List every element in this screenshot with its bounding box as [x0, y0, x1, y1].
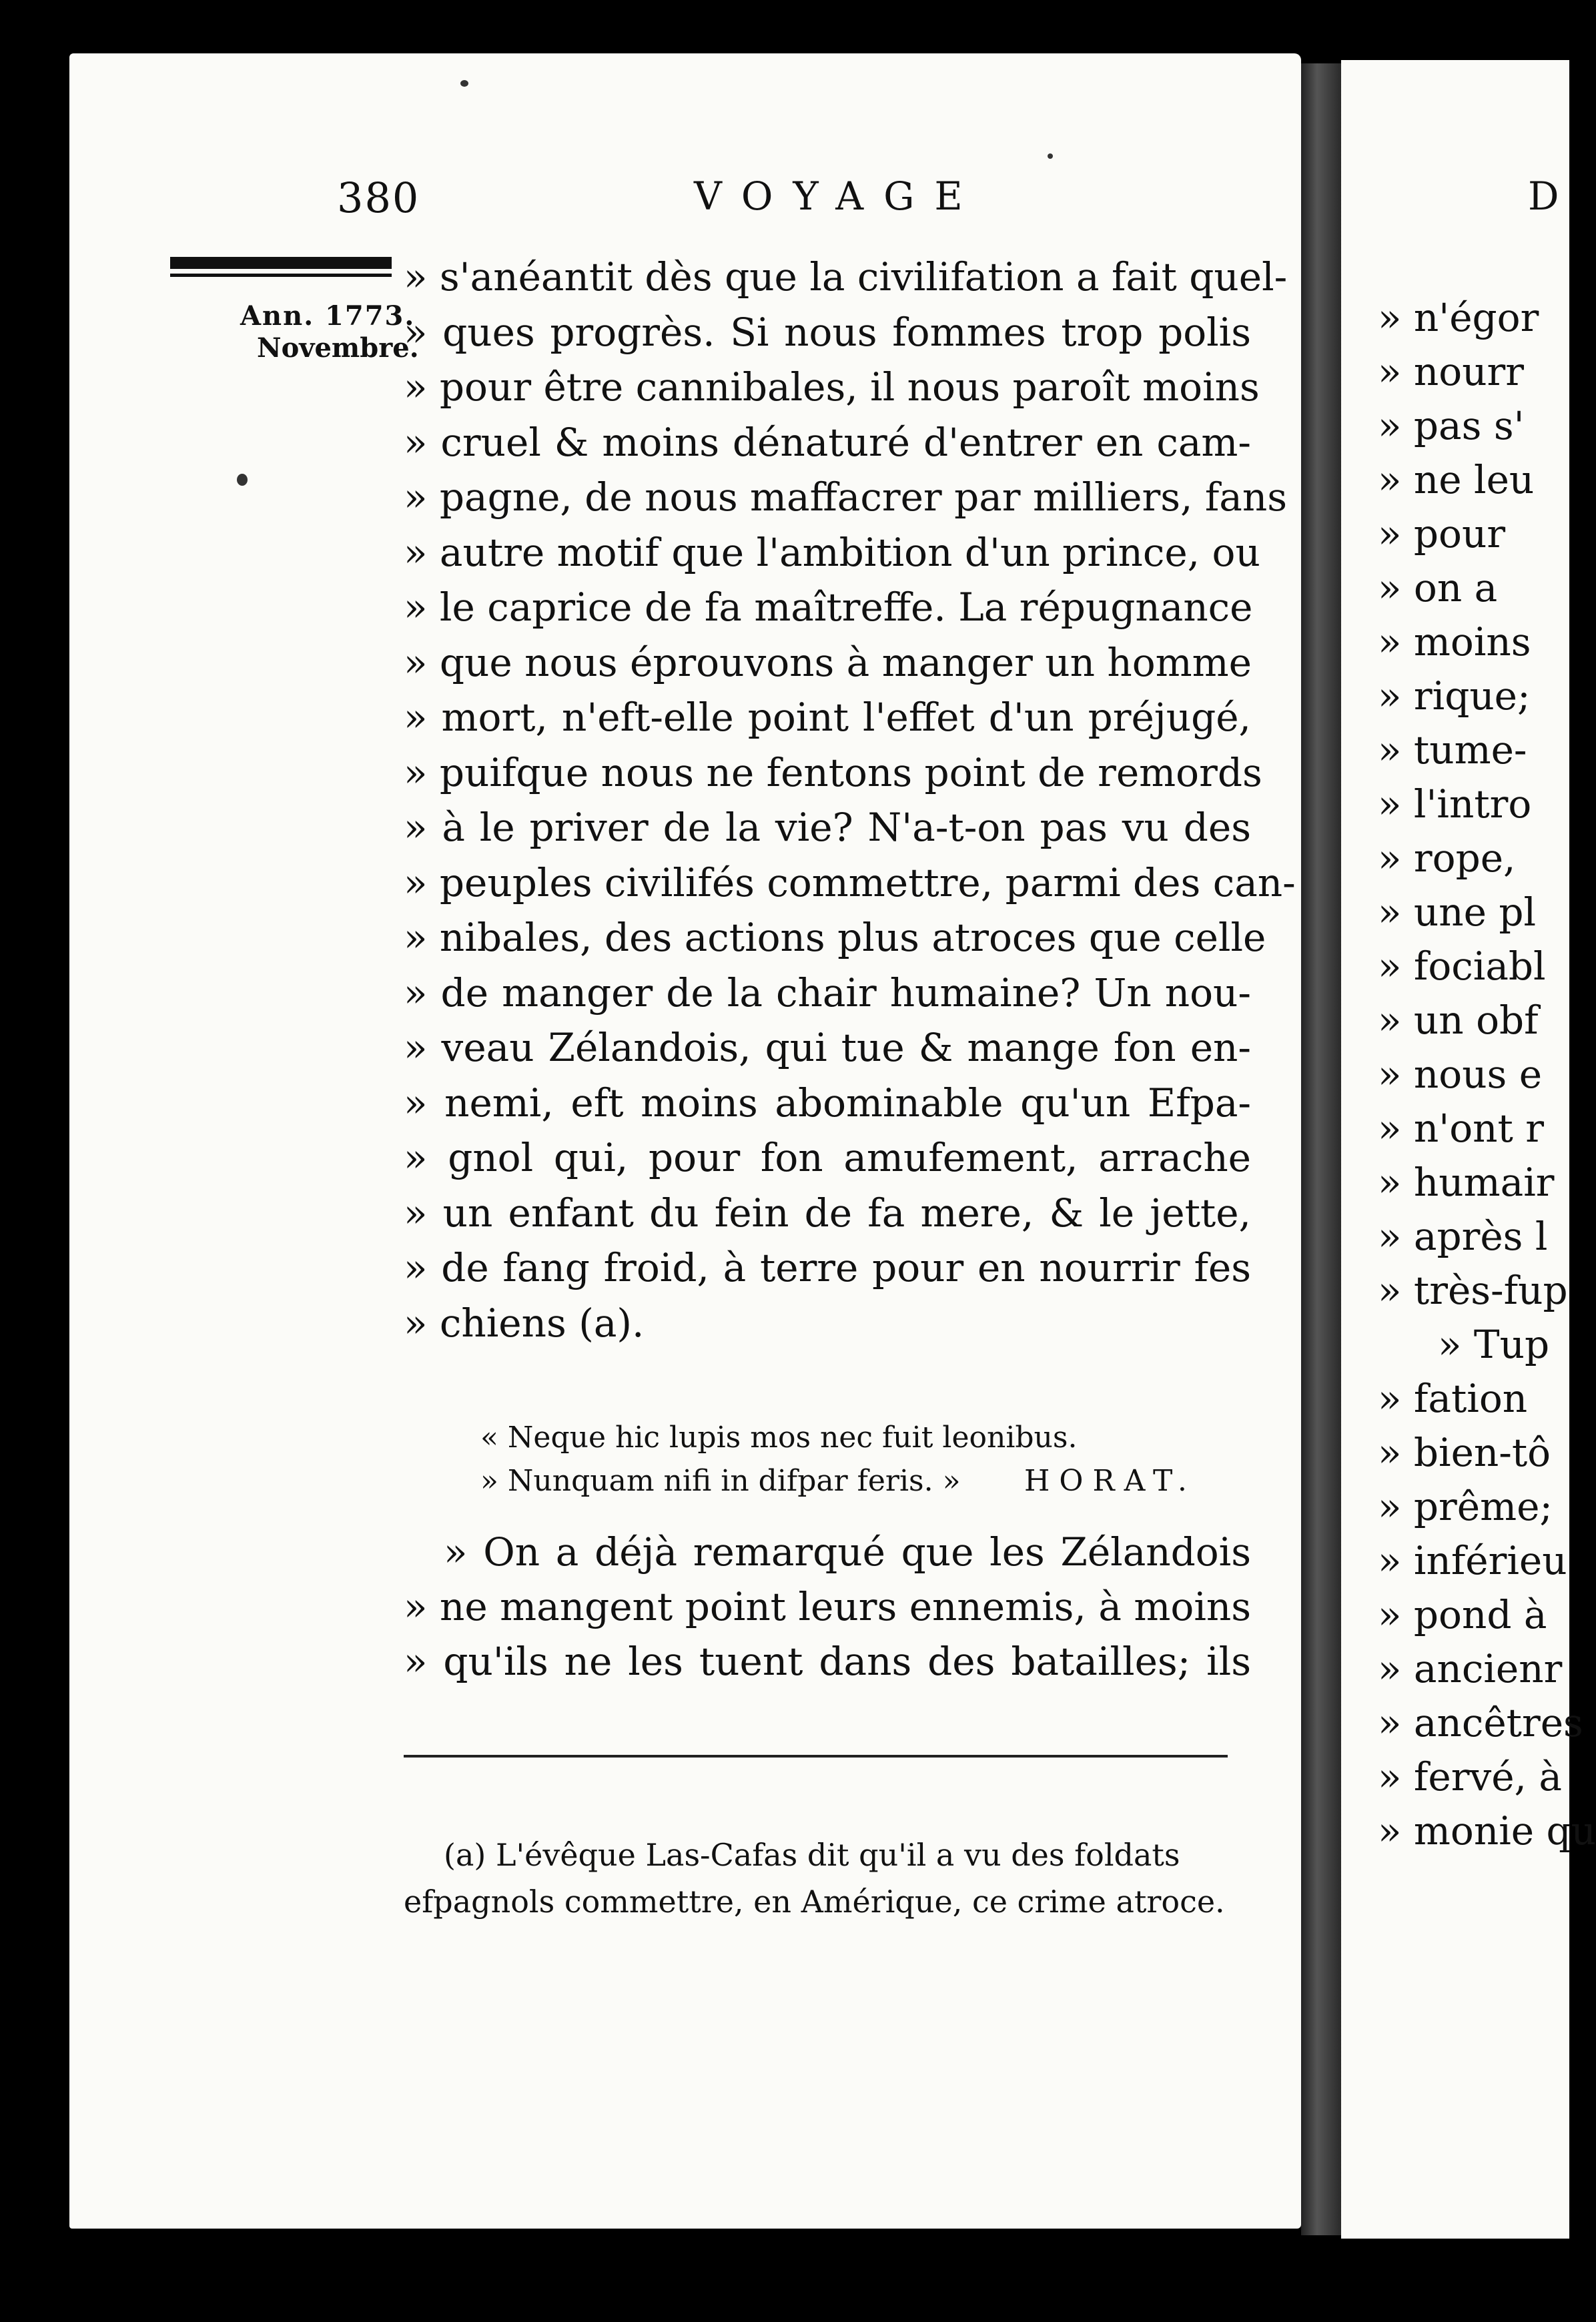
text-line: » cruel & moins dénaturé d'entrer en cam- — [404, 419, 1251, 465]
right-page-line: » pour — [1378, 511, 1506, 556]
right-page-line: » fation — [1378, 1376, 1528, 1421]
right-page-line: » nous e — [1378, 1052, 1543, 1097]
text-line: » puifque nous ne fentons point de remords — [404, 749, 1262, 795]
text-line: » mort, n'eft-elle point l'effet d'un préjugé, — [404, 695, 1251, 740]
right-page-line: » une pl — [1378, 889, 1537, 935]
right-page-line: » nourr — [1378, 349, 1525, 394]
text-line: » veau Zélandois, qui tue & mange fon en- — [404, 1025, 1251, 1070]
right-page-line: » rique; — [1378, 673, 1531, 719]
quote-line-1: « Neque hic lupis mos nec fuit leonibus. — [480, 1421, 1078, 1455]
text-line: » autre motif que l'ambition d'un prince, ou — [404, 529, 1260, 575]
book-gutter — [1301, 63, 1341, 2235]
text-line: » pour être cannibales, il nous paroît moins — [404, 364, 1260, 410]
footnote-rule — [404, 1755, 1228, 1758]
text-line: » ques progrès. Si nous fommes trop polis — [404, 309, 1251, 355]
scan-speck — [237, 474, 248, 486]
right-page-line: » n'ont r — [1378, 1106, 1544, 1151]
right-page-line: » moins — [1378, 619, 1531, 665]
text-line: » que nous éprouvons à manger un homme — [404, 639, 1252, 685]
right-page-line: » très-fup — [1378, 1268, 1568, 1313]
text-line: » nibales, des actions plus atroces que celle — [404, 915, 1266, 960]
page-number: 380 — [337, 173, 420, 222]
running-title: VOYAGE — [694, 173, 983, 219]
right-page-line: » prême; — [1378, 1484, 1553, 1529]
right-page-line: » après l — [1378, 1214, 1548, 1259]
right-page-line: » n'égor — [1378, 295, 1539, 340]
right-page-line: » l'intro — [1378, 781, 1532, 827]
right-page-line: » pond à — [1378, 1592, 1547, 1637]
text-line: » de fang froid, à terre pour en nourrir fes — [404, 1245, 1251, 1290]
text-line: » gnol qui, pour fon amufement, arrache — [404, 1135, 1251, 1180]
right-page-line: » fervé, à — [1378, 1754, 1562, 1800]
margin-note-year: Ann. 1773. — [240, 300, 416, 332]
margin-rule — [170, 257, 392, 269]
right-page-line: » pas s' — [1378, 403, 1525, 448]
text-line: » s'anéantit dès que la civilifation a fait quel- — [404, 254, 1288, 300]
footnote-line-2: efpagnols commettre, en Amérique, ce crime atroce. — [404, 1884, 1225, 1920]
text-line: » un enfant du fein de fa mere, & le jette, — [404, 1190, 1251, 1236]
quote-line-2: » Nunquam nifi in difpar feris. » — [480, 1464, 961, 1498]
text-line: » ne mangent point leurs ennemis, à moins — [404, 1584, 1251, 1629]
text-line: » On a déjà remarqué que les Zélandois — [444, 1529, 1251, 1575]
margin-note-month: Novembre. — [257, 332, 419, 364]
quote-author: HORAT. — [1024, 1464, 1196, 1498]
text-line: » chiens (a). — [404, 1300, 645, 1346]
right-page-line: » monie qu — [1378, 1808, 1596, 1854]
right-page-line: » ne leu — [1378, 457, 1535, 502]
text-line: » de manger de la chair humaine? Un nou- — [404, 970, 1251, 1016]
margin-rule-thin — [170, 274, 392, 277]
text-line: » nemi, eft moins abominable qu'un Efpa- — [404, 1080, 1251, 1126]
text-line: » qu'ils ne les tuent dans des batailles; ils — [404, 1639, 1251, 1684]
text-line: » peuples civilifés commettre, parmi des can- — [404, 859, 1296, 905]
text-line: » le caprice de fa maîtreffe. La répugnance — [404, 585, 1253, 630]
right-page-line: » un obf — [1378, 998, 1539, 1043]
right-page-line: » ancienr — [1378, 1646, 1563, 1691]
text-line: » pagne, de nous maffacrer par milliers, fans — [404, 474, 1288, 520]
right-page-header: D — [1528, 173, 1559, 219]
right-page-line: » humair — [1378, 1160, 1555, 1205]
right-page-line: » rope, — [1378, 835, 1516, 881]
right-page-line: » tume- — [1378, 727, 1527, 773]
scan-speck — [460, 80, 468, 87]
right-page-line: » ancêtres — [1378, 1700, 1583, 1746]
footnote-line-1: (a) L'évêque Las-Cafas dit qu'il a vu des foldats — [444, 1837, 1180, 1873]
right-page-line: » Tup — [1438, 1322, 1550, 1367]
right-page-line: » bien-tô — [1378, 1430, 1551, 1475]
scan-speck — [1048, 153, 1053, 159]
right-page-line: » inférieu — [1378, 1538, 1567, 1583]
right-page-line: » fociabl — [1378, 943, 1546, 989]
text-line: » à le priver de la vie? N'a-t-on pas vu des — [404, 805, 1251, 850]
right-page-line: » on a — [1378, 565, 1498, 611]
